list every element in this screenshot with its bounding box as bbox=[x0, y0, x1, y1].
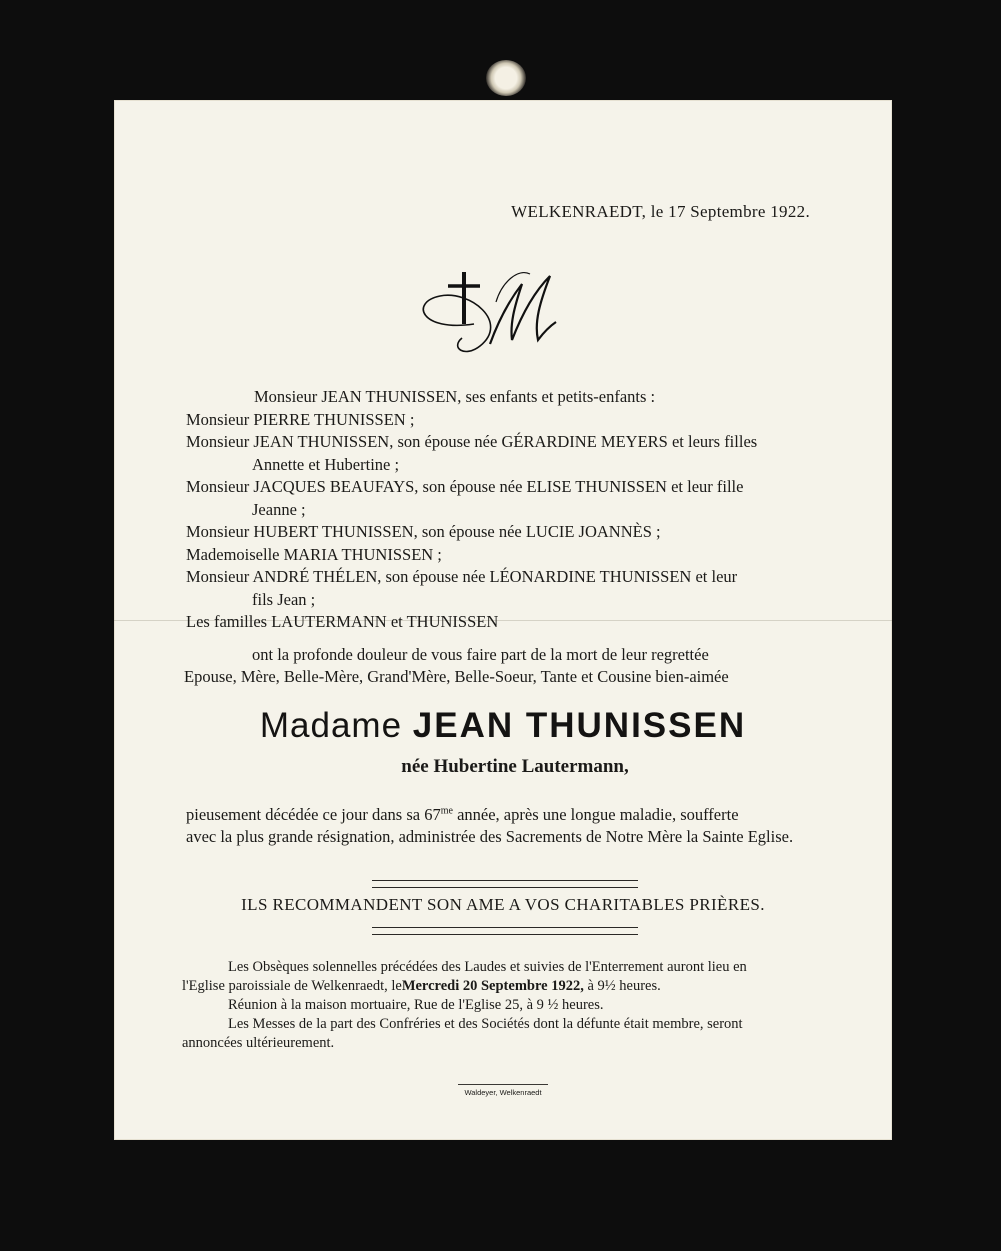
printer-credit: Waldeyer, Welkenraedt bbox=[464, 1088, 542, 1097]
description-line bbox=[186, 804, 830, 826]
family-line: Monsieur HUBERT THUNISSEN, son épouse née LUCIE JOANNÈS ; bbox=[186, 522, 661, 541]
death-description bbox=[186, 804, 830, 848]
family-line: Les familles LAUTERMANN et THUNISSEN bbox=[186, 612, 499, 631]
printer-rule bbox=[458, 1084, 548, 1085]
family-line: Mademoiselle MARIA THUNISSEN ; bbox=[186, 544, 442, 564]
cross-monogram-icon bbox=[410, 262, 560, 362]
funeral-text: à 9½ heures. bbox=[583, 978, 661, 994]
funeral-notice-card bbox=[114, 100, 892, 1140]
funeral-line bbox=[182, 977, 828, 996]
maiden-name: née Hubertine Lautermann, bbox=[401, 756, 629, 777]
family-line: Annette et Hubertine ; bbox=[252, 454, 400, 474]
family-list bbox=[186, 386, 832, 634]
punch-hole bbox=[486, 60, 526, 96]
description-line: avec la plus grande résignation, administrée des Sacrements de Notre Mère la Sainte Eglise. bbox=[186, 827, 794, 846]
announcement bbox=[184, 644, 830, 688]
funeral-line: Les Obsèques solennelles précédées des Laudes et suivies de l'Enterrement auront lieu en bbox=[228, 959, 747, 975]
family-line: Monsieur JACQUES BEAUFAYS, son épouse née ELISE THUNISSEN et leur fille bbox=[186, 477, 744, 496]
announcement-line: Epouse, Mère, Belle-Mère, Grand'Mère, Belle-Soeur, Tante et Cousine bien-aimée bbox=[184, 667, 729, 686]
funeral-date: Mercredi 20 Septembre 1922, bbox=[401, 978, 584, 994]
double-rule bbox=[372, 927, 638, 935]
family-line: Monsieur JEAN THUNISSEN, son épouse née GÉRARDINE MEYERS et leurs filles bbox=[186, 432, 758, 451]
family-line: Monsieur PIERRE THUNISSEN ; bbox=[186, 409, 415, 429]
dateline: WELKENRAEDT, le 17 Septembre 1922. bbox=[511, 202, 810, 221]
funeral-line: annoncées ultérieurement. bbox=[182, 1035, 335, 1051]
family-line: Monsieur JEAN THUNISSEN, ses enfants et petits-enfants : bbox=[254, 387, 656, 406]
funeral-text: l'Eglise paroissiale de Welkenraedt, le bbox=[182, 978, 402, 994]
funeral-details bbox=[182, 958, 828, 1053]
deceased-title: Madame bbox=[259, 706, 403, 745]
family-line: Monsieur ANDRÉ THÉLEN, son épouse née LÉONARDINE THUNISSEN et leur bbox=[186, 567, 738, 586]
double-rule bbox=[372, 880, 638, 888]
funeral-line: Réunion à la maison mortuaire, Rue de l'Eglise 25, à 9 ½ heures. bbox=[228, 997, 604, 1013]
family-line: fils Jean ; bbox=[252, 589, 316, 609]
announcement-line: ont la profonde douleur de vous faire part de la mort de leur regrettée bbox=[252, 645, 709, 664]
description-text: année, après une longue maladie, soufferte bbox=[452, 805, 739, 824]
ordinal-suffix: me bbox=[440, 805, 453, 817]
prayer-recommendation: ILS RECOMMANDENT SON AME A VOS CHARITABLES PRIÈRES. bbox=[241, 895, 765, 914]
funeral-line: Les Messes de la part des Confréries et des Sociétés dont la défunte était membre, seront bbox=[228, 1016, 743, 1032]
deceased-name bbox=[114, 706, 892, 746]
deceased-surname: JEAN THUNISSEN bbox=[412, 706, 747, 745]
family-line: Jeanne ; bbox=[252, 499, 306, 519]
description-text: pieusement décédée ce jour dans sa 67 bbox=[186, 805, 441, 824]
